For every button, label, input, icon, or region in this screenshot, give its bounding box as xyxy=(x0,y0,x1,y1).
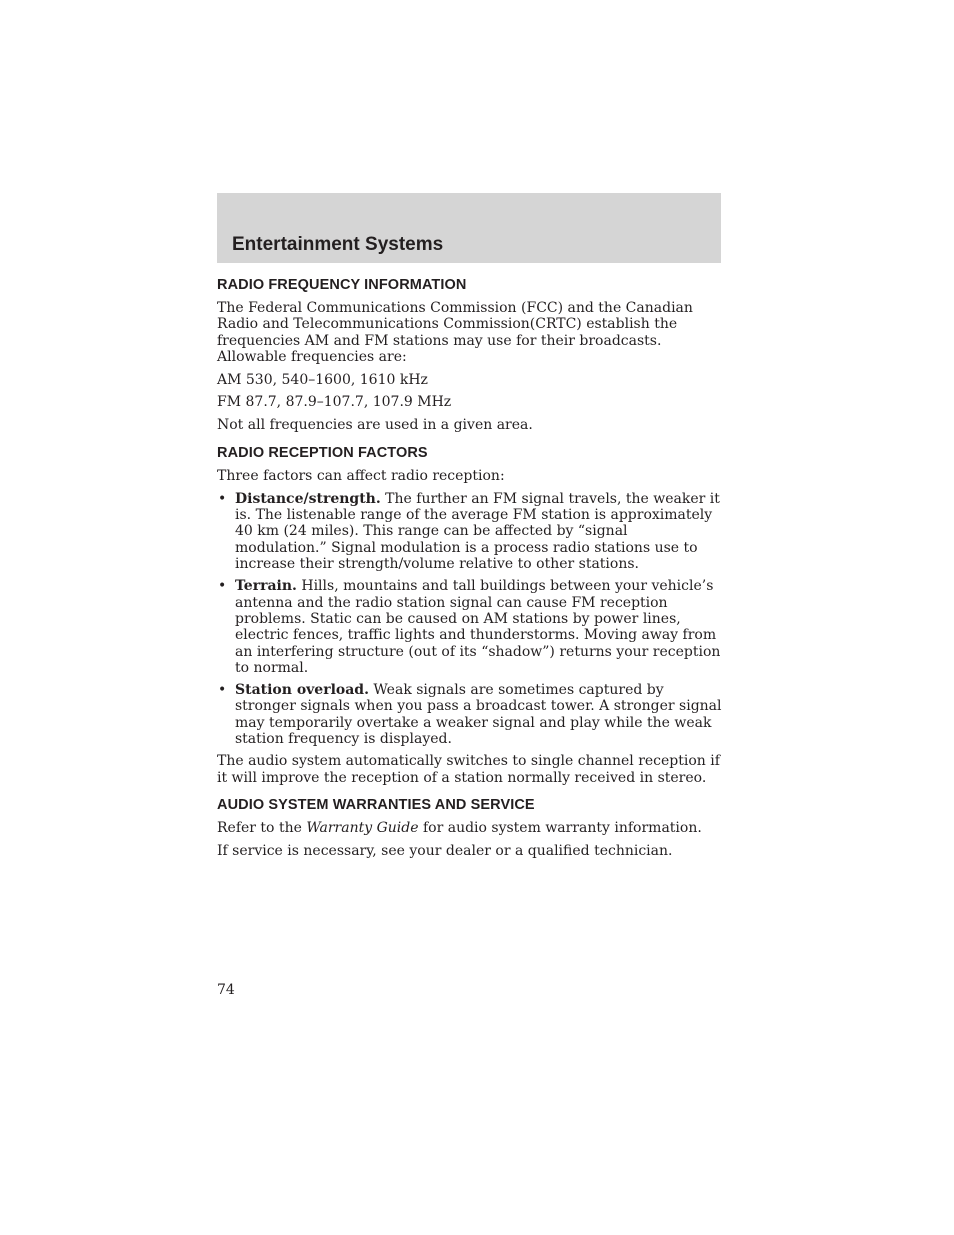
page-number: 74 xyxy=(217,982,235,998)
am-frequencies: AM 530, 540–1600, 1610 kHz xyxy=(217,371,428,388)
bullet-text: Hills, mountains and tall buildings between your vehicle’s antenna and the radio station signal can cause FM reception problems. Static can be caused on AM stations by power lines, electric fences, traffic lights and thunderstorms. Moving away from an interfering structure (out of its “shadow”) returns your reception to normal. xyxy=(235,578,721,676)
page-title: Entertainment Systems xyxy=(232,234,444,255)
fcc-paragraph: The Federal Communications Commission (FCC) and the Canadian Radio and Telecommunications Commission(CRTC) establish the frequencies AM and FM stations may use for their broadcasts. Allowable frequencies are: xyxy=(217,300,693,365)
bullet-term: Terrain. xyxy=(235,578,297,595)
bullet-icon: • xyxy=(218,578,227,595)
warranty-prefix: Refer to the xyxy=(217,820,307,837)
heading-radio-reception-factors: RADIO RECEPTION FACTORS xyxy=(217,445,428,462)
list-item-station-overload xyxy=(217,682,723,747)
heading-radio-frequency-information: RADIO FREQUENCY INFORMATION xyxy=(217,277,467,293)
frequency-note: Not all frequencies are used in a given area. xyxy=(217,417,533,434)
bullet-text: Weak signals are sometimes captured by stronger signals when you pass a broadcast tower. A stronger signal may temporarily overtake a weaker signal and play while the weak station frequency is displayed. xyxy=(235,682,722,748)
reception-factors-list xyxy=(217,491,723,747)
warranty-suffix: for audio system warranty information. xyxy=(418,820,702,837)
warranty-paragraph xyxy=(217,820,723,836)
bullet-term: Station overload. xyxy=(235,682,369,699)
list-item-distance-strength xyxy=(217,491,723,572)
stereo-paragraph: The audio system automatically switches to single channel reception if it will improve the reception of a station normally received in stereo. xyxy=(217,753,720,786)
bullet-icon: • xyxy=(218,490,227,507)
bullet-icon: • xyxy=(218,682,227,699)
warranty-guide-title: Warranty Guide xyxy=(306,820,419,837)
reception-intro: Three factors can affect radio reception: xyxy=(217,468,505,485)
bullet-text: The further an FM signal travels, the weaker it is. The listenable range of the average FM station is approximately 40 km (24 miles). This range can be affected by “signal modulation.” Signal modulation is a process radio stations use to increase their strength/volume relative to other stations. xyxy=(235,490,720,573)
section-header-band xyxy=(217,193,721,263)
service-paragraph: If service is necessary, see your dealer or a qualified technician. xyxy=(217,843,673,860)
bullet-term: Distance/strength. xyxy=(235,490,381,507)
list-item-terrain xyxy=(217,578,723,676)
heading-audio-system-warranties: AUDIO SYSTEM WARRANTIES AND SERVICE xyxy=(217,797,535,814)
fm-frequencies: FM 87.7, 87.9–107.7, 107.9 MHz xyxy=(217,394,452,411)
page-content xyxy=(217,277,723,866)
